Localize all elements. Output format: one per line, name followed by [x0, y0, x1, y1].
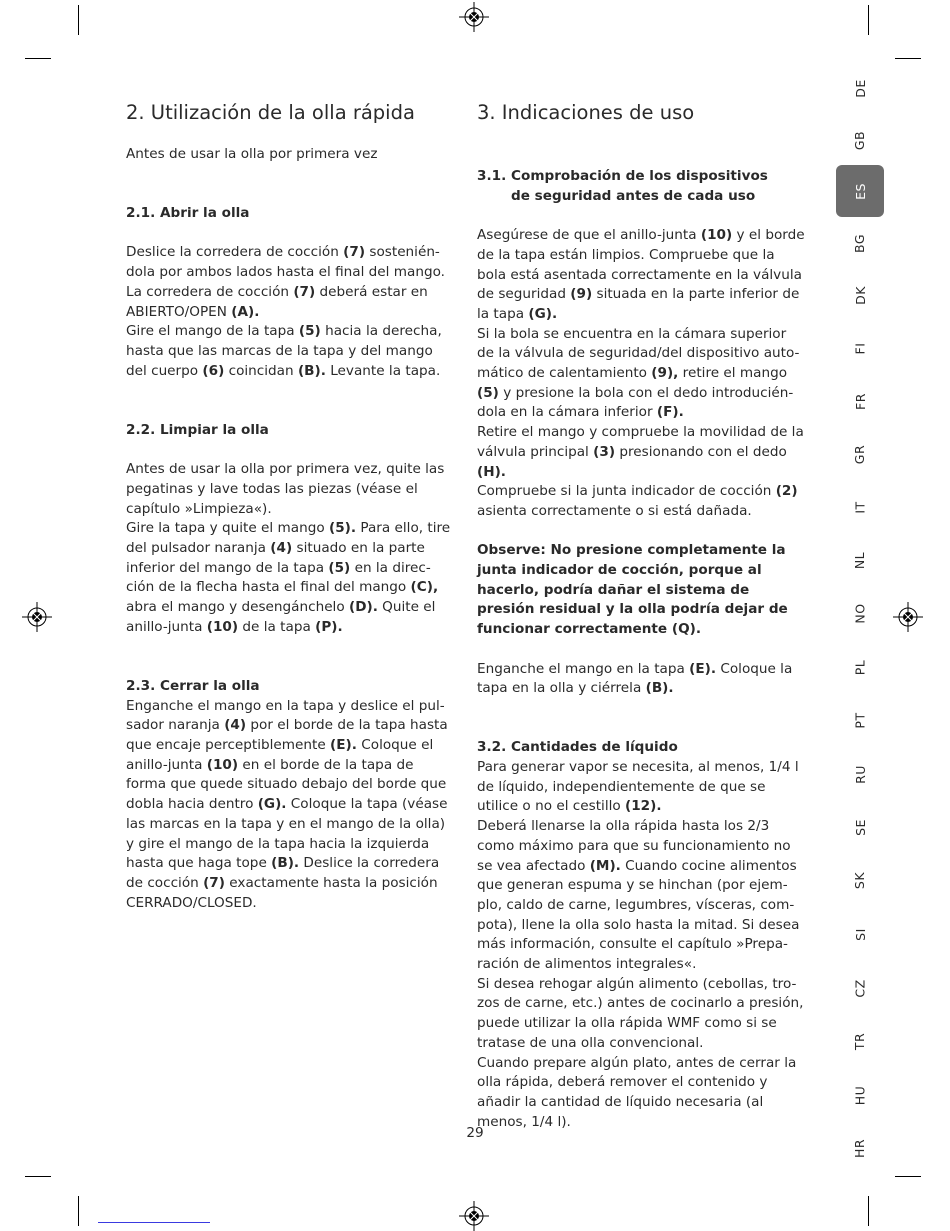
section-3-heading: 3. Indicaciones de uso	[477, 101, 695, 124]
lang-tab-dk[interactable]: DK	[852, 285, 868, 305]
lang-tab-es[interactable]: ES	[836, 165, 884, 217]
subsection-2-2-title: 2.2. Limpiar la olla	[126, 421, 269, 438]
right-column	[477, 100, 807, 1132]
lang-tab-it[interactable]: IT	[852, 500, 868, 514]
paragraph: Si la bola se encuentra en la cámara superior de la válvula de seguridad/del dispositivo auto-mático de calentamiento (9), retire el mango (5) y presione la bola con el dedo introducién-dola en la cámara inferior (F).	[477, 325, 800, 421]
lang-tab-se[interactable]: SE	[852, 818, 868, 836]
link-underline	[98, 1222, 210, 1223]
paragraph: Retire el mango y compruebe la movilidad de la válvula principal (3) presionando con el dedo (H).	[477, 424, 804, 480]
lang-tab-pt[interactable]: PT	[852, 711, 868, 729]
lang-tab-fr[interactable]: FR	[852, 392, 868, 410]
paragraph: Compruebe si la junta indicador de cocción (2) asienta correctamente o si está dañada.	[477, 483, 798, 519]
lang-tab-bg[interactable]: BG	[852, 233, 868, 253]
lang-tab-cz[interactable]: CZ	[852, 978, 868, 998]
intro-text: Antes de usar la olla por primera vez	[126, 146, 378, 162]
paragraph: Antes de usar la olla por primera vez, quite las pegatinas y lave todas las piezas (véase el capítulo »Limpieza«).	[126, 461, 445, 517]
lang-tab-hr[interactable]: HR	[852, 1138, 868, 1158]
paragraph: Deslice la corredera de cocción (7) sostenién-dola por ambos lados hasta el final del mango. La corredera de cocción (7) deberá estar en ABIERTO/OPEN (A).	[126, 244, 445, 320]
lang-tab-sk[interactable]: SK	[852, 871, 868, 889]
crop-mark	[25, 1176, 51, 1177]
lang-tab-pl[interactable]: PL	[852, 659, 868, 675]
registration-mark-icon	[459, 1201, 489, 1231]
lang-tab-nl[interactable]: NL	[852, 551, 868, 569]
lang-tab-tr[interactable]: TR	[852, 1032, 868, 1050]
crop-mark	[895, 1176, 921, 1177]
lang-tab-de[interactable]: DE	[852, 78, 868, 98]
crop-mark	[78, 5, 79, 35]
lang-tab-no[interactable]: NO	[852, 602, 868, 624]
crop-mark	[25, 58, 51, 59]
lang-tab-hu[interactable]: HU	[852, 1085, 868, 1105]
lang-tab-gb[interactable]: GB	[852, 130, 868, 150]
paragraph: Enganche el mango en la tapa (E). Coloque la tapa en la olla y ciérrela (B).	[477, 660, 793, 697]
crop-mark	[868, 1196, 869, 1226]
subsection-2-1-title: 2.1. Abrir la olla	[126, 205, 250, 222]
observe-note: Observe: No presione completamente la junta indicador de cocción, porque al hacerlo, podría dañar el sistema de presión residual y la olla podría dejar de funcionar correctamente (Q).	[477, 542, 788, 638]
subsection-3-1-title: 3.1. Comprobación de los dispositivos	[477, 168, 768, 184]
paragraph: Gire la tapa y quite el mango (5). Para ello, tire del pulsador naranja (4) situado en la parte inferior del mango de la tapa (5) en la direc-ción de la flecha hasta el final del mango (C), abra el mango y desengánchelo (D). Quite el anillo-junta (10) de la tapa (P).	[126, 520, 451, 635]
section-2-heading: 2. Utilización de la olla rápida	[126, 101, 415, 124]
subsection-3-2-title: 3.2. Cantidades de líquido	[477, 739, 678, 756]
paragraph: Enganche el mango en la tapa y deslice el pul-sador naranja (4) por el borde de la tapa hasta que encaje perceptiblemente (E). Coloque el anillo-junta (10) en el borde de la tapa de forma que quede situado debajo del borde que dobla hacia dentro (G). Coloque la tapa (véase las marcas en la tapa y en el mango de la olla) y gire el mango de la tapa hacia la izquierda hasta que haga tope (B). Deslice la corredera de cocción (7) exactamente hasta la posición CERRADO/CLOSED.	[126, 697, 448, 911]
page-number: 29	[466, 1125, 484, 1141]
registration-mark-icon	[22, 602, 52, 632]
registration-mark-icon	[459, 2, 489, 32]
registration-mark-icon	[893, 602, 923, 632]
lang-tab-gr[interactable]: GR	[852, 444, 868, 464]
paragraph: Deberá llenarse la olla rápida hasta los 2/3 como máximo para que su funcionamiento no se vea afectado (M). Cuando cocine alimentos que generan espuma y se hinchan (por ejem-plo, caldo de carne, legumbres, vísceras, com-pota), llene la olla solo hasta la mitad. Si desea más información, consulte el capítulo »Prepa-ración de alimentos integrales«.	[477, 818, 800, 973]
paragraph: Asegúrese de que el anillo-junta (10) y el borde de la tapa están limpios. Compruebe que la bola está asentada correctamente en la válvula de seguridad (9) situada en la parte inferior de la tapa (G).	[477, 227, 805, 322]
crop-mark	[868, 5, 869, 35]
lang-tab-ru[interactable]: RU	[852, 764, 868, 784]
paragraph: Gire el mango de la tapa (5) hacia la derecha, hasta que las marcas de la tapa y del mango del cuerpo (6) coincidan (B). Levante la tapa.	[126, 323, 442, 379]
paragraph: Si desea rehogar algún alimento (cebollas, tro-zos de carne, etc.) antes de cocinarlo a presión, puede utilizar la olla rápida WMF como si se tratase de una olla convencional.	[477, 975, 804, 1051]
crop-mark	[78, 1196, 79, 1226]
lang-tab-fi[interactable]: FI	[852, 342, 868, 354]
paragraph: Para generar vapor se necesita, al menos, 1/4 l de líquido, independientemente de que se utilice o no el cestillo (12).	[477, 759, 799, 815]
crop-mark	[895, 58, 921, 59]
subsection-2-3-title: 2.3. Cerrar la olla	[126, 677, 260, 694]
paragraph: Cuando prepare algún plato, antes de cerrar la olla rápida, deberá remover el contenido y añadir la cantidad de líquido necesaria (al menos, 1/4 l).	[477, 1054, 797, 1130]
left-column	[126, 100, 454, 913]
subsection-3-1-title-line2: de seguridad antes de cada uso	[511, 187, 756, 204]
lang-tab-si[interactable]: SI	[852, 927, 868, 941]
